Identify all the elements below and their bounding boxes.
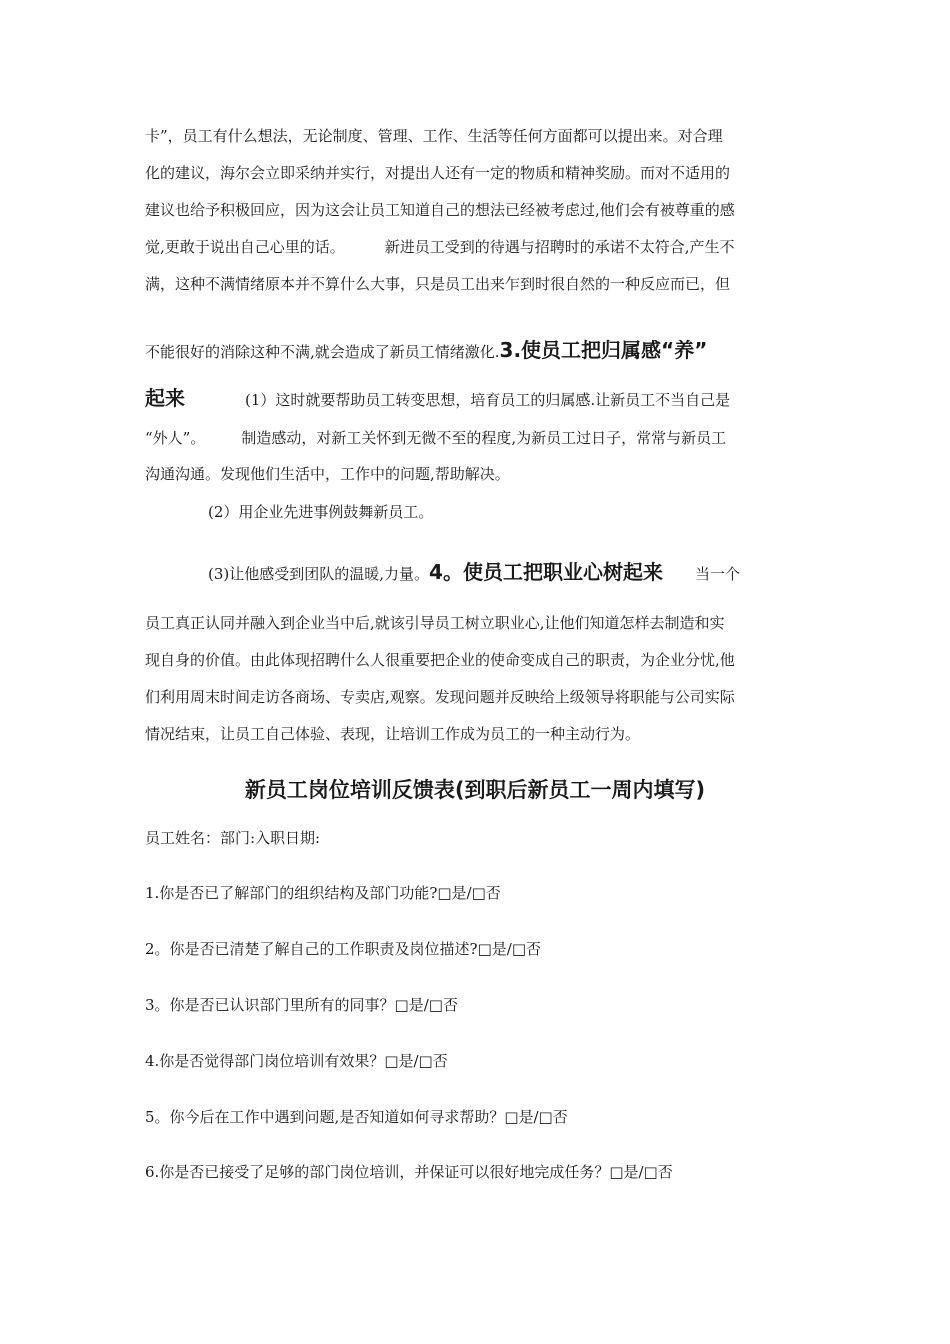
body-line-6 (145, 340, 815, 362)
body-line-8-part-a: “外人”。 (145, 429, 206, 447)
form-question-3: 3。你是否已认识部门里所有的同事？□是/□否 (145, 996, 458, 1014)
form-question-6: 6.你是否已接受了足够的部门岗位培训，并保证可以很好地完成任务？□是/□否 (145, 1163, 673, 1181)
body-line-6-text: 不能很好的消除这种不满,就会造成了新员工情绪激化. (145, 343, 500, 361)
body-line-7 (145, 388, 815, 410)
form-title: 新员工岗位培训反馈表(到职后新员工一周内填写) (244, 778, 706, 802)
form-question-2: 2。你是否已清楚了解自己的工作职责及岗位描述?□是/□否 (145, 940, 541, 958)
body-line-1: 卡”，员工有什么想法，无论制度、管理、工作、生活等任何方面都可以提出来。对合理 (145, 127, 723, 145)
form-question-1: 1.你是否已了解部门的组织结构及部门功能?□是/□否 (145, 884, 501, 902)
body-line-14: 们利用周末时间走访各商场、专卖店,观察。发现问题并反映给上级领导将职能与公司实际 (145, 688, 735, 706)
body-line-7-text: (1）这时就要帮助员工转变思想，培育员工的归属感.让新员工不当自己是 (245, 391, 731, 409)
body-line-11-text: (3)让他感受到团队的温暖,力量。 (208, 565, 430, 583)
body-line-13: 现自身的价值。由此体现招聘什么人很重要把企业的使命变成自己的职责，为企业分忧,他 (145, 651, 735, 669)
body-line-8 (145, 428, 815, 448)
body-line-11 (208, 562, 878, 584)
body-line-4 (145, 237, 815, 257)
section-heading-3-cont: 起来 (145, 386, 185, 410)
body-line-10: (2）用企业先进事例鼓舞新员工。 (208, 503, 434, 521)
body-line-3: 建议也给予积极回应，因为这会让员工知道自己的想法已经被考虑过,他们会有被尊重的感 (145, 201, 735, 219)
body-line-9: 沟通沟通。发现他们生活中，工作中的问题,帮助解决。 (145, 465, 510, 483)
body-line-15: 情况结束，让员工自己体验、表现，让培训工作成为员工的一种主动行为。 (145, 725, 641, 743)
section-heading-3: 3.使员工把归属感“养” (499, 338, 708, 362)
section-heading-4: 4。使员工把职业心树起来 (429, 560, 663, 584)
body-line-2: 化的建议，海尔会立即采纳并实行，对提出人还有一定的物质和精神奖励。而对不适用的 (145, 164, 731, 182)
body-line-4-part-a: 觉,更敢于说出自己心里的话。 (145, 238, 345, 256)
form-info-line: 员工姓名：部门:入职日期: (145, 829, 321, 847)
form-question-5: 5。你今后在工作中遇到问题,是否知道如何寻求帮助？□是/□否 (145, 1108, 568, 1126)
body-line-5: 满，这种不满情绪原本并不算什么大事，只是员工出来乍到时很自然的一种反应而已，但 (145, 275, 731, 293)
form-question-4: 4.你是否觉得部门岗位培训有效果？□是/□否 (145, 1052, 448, 1070)
body-line-11-tail: 当一个 (694, 565, 740, 583)
body-line-4-part-b: 新进员工受到的待遇与招聘时的承诺不太符合,产生不 (384, 238, 735, 256)
body-line-12: 员工真正认同并融入到企业当中后,就该引导员工树立职业心,让他们知道怎样去制造和实 (145, 614, 725, 632)
body-line-8-part-b: 制造感动，对新工关怀到无微不至的程度,为新员工过日子，常常与新员工 (241, 429, 727, 447)
